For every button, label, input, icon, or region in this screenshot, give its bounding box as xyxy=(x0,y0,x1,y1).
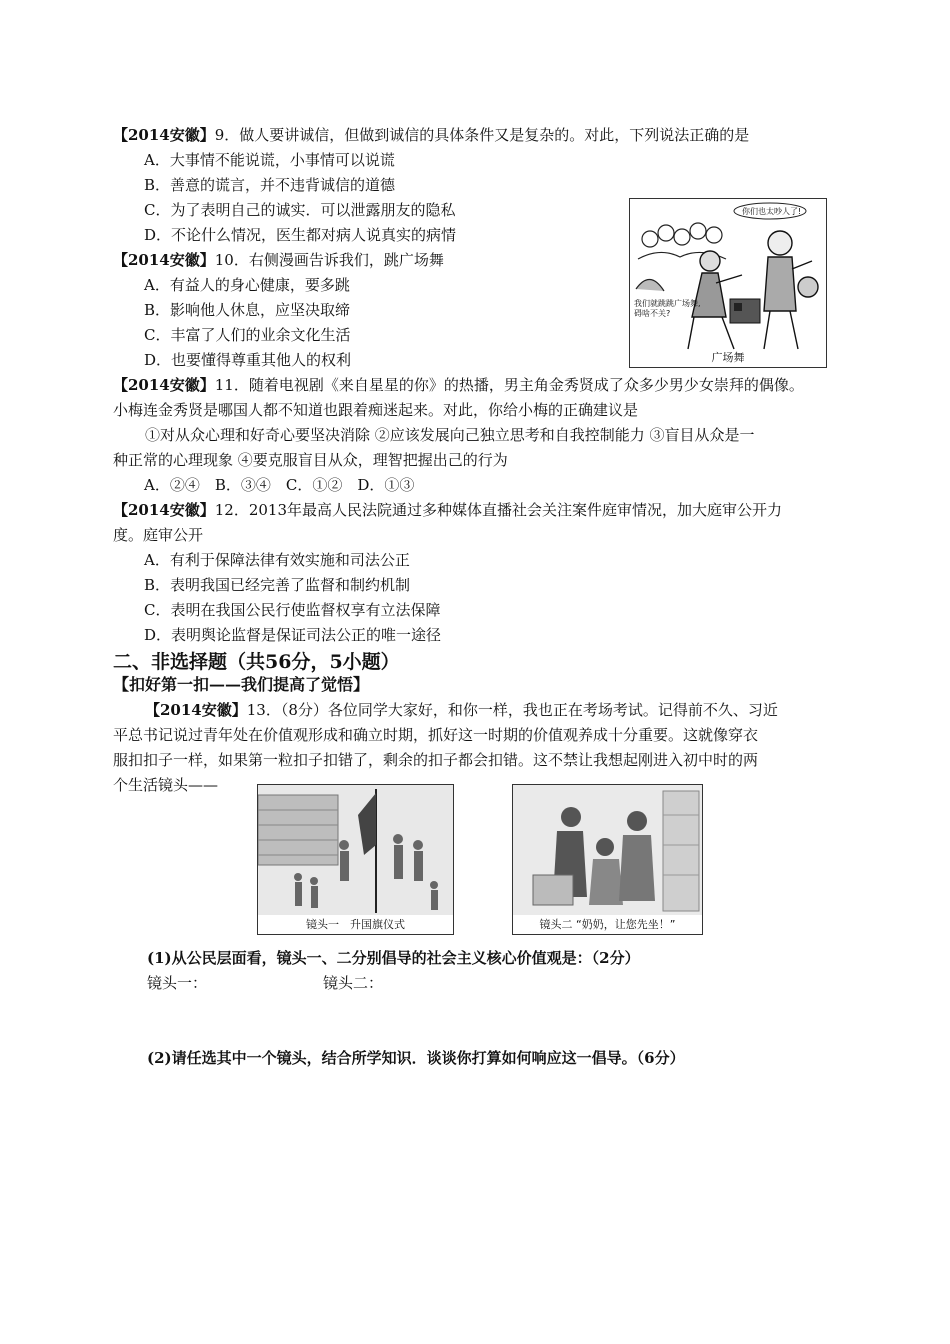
photo-offering-seat xyxy=(512,784,703,935)
q9-option-b: B．善意的谎言，并不违背诚信的道德 xyxy=(144,176,396,194)
cartoon-sign-text: 我们就跳跳广场舞,碍啥不关? xyxy=(634,299,701,318)
q11-options: A．②④ B．③④ C．①② D．①③ xyxy=(144,476,415,494)
q13-line1: 【2014安徽】13．（8分）各位同学大家好，和你一样，我也正在考场考试。记得前不久、习近 xyxy=(145,701,778,719)
q9-option-a: A．大事情不能说谎，小事情可以说谎 xyxy=(144,151,395,169)
q12-stem-line1: 【2014安徽】12．2013年最高人民法院通过多种媒体直播社会关注案件庭审情况，加大庭审公开力 xyxy=(113,501,783,519)
q13-line2: 平总书记说过青年处在价值观形成和确立时期，抓好这一时期的价值观养成十分重要。这就像穿衣 xyxy=(113,726,759,744)
q10-option-c: C．丰富了人们的业余文化生活 xyxy=(144,326,351,344)
cartoon-caption: 广场舞 xyxy=(711,351,745,364)
q12-option-c: C．表明在我国公民行使监督权享有立法保障 xyxy=(144,601,441,619)
q12-option-a: A．有利于保障法律有效实施和司法公正 xyxy=(144,551,410,569)
cartoon-speech-bubble: 你们也太吵人了! xyxy=(742,207,802,216)
offering-seat-illustration xyxy=(513,785,702,934)
q13-part1: (1)从公民层面看，镜头一、二分别倡导的社会主义核心价值观是：（2分） xyxy=(147,949,640,967)
photo-flag-ceremony xyxy=(257,784,454,935)
q10-option-d: D．也要懂得尊重其他人的权利 xyxy=(144,351,352,369)
q13-answer-label-2: 镜头二： xyxy=(323,974,384,992)
q13-answer-label-1: 镜头一： xyxy=(147,974,208,992)
flag-ceremony-illustration xyxy=(258,785,453,934)
q11-stem-line2: 小梅连金秀贤是哪国人都不知道也跟着痴迷起来。对此，你给小梅的正确建议是 xyxy=(113,401,639,419)
q10-stem: 【2014安徽】10．右侧漫画告诉我们，跳广场舞 xyxy=(113,251,444,269)
q12-option-d: D．表明舆论监督是保证司法公正的唯一途径 xyxy=(144,626,442,644)
section-title: 二、非选择题（共56分，5小题） xyxy=(113,651,400,673)
q10-option-b: B．影响他人休息，应坚决取缔 xyxy=(144,301,351,319)
q9-stem: 【2014安徽】9．做人要讲诚信，但做到诚信的具体条件又是复杂的。对此，下列说法正确的是 xyxy=(113,126,750,144)
q11-items-line1: ①对从众心理和好奇心要坚决消除 ②应该发展向己独立思考和自我控制能力 ③盲目从众是一 xyxy=(145,426,755,444)
square-dance-cartoon xyxy=(629,198,827,368)
photo2-caption: 镜头二 “奶奶，让您先坐！” xyxy=(539,918,676,931)
q11-stem-line1: 【2014安徽】11．随着电视剧《来自星星的你》的热播，男主角金秀贤成了众多少男少女崇拜的偶像。 xyxy=(113,376,804,394)
q12-stem-line2: 度。庭审公开 xyxy=(113,526,204,544)
photo1-caption: 镜头一 升国旗仪式 xyxy=(306,918,405,931)
q9-option-c: C．为了表明自己的诚实．可以泄露朋友的隐私 xyxy=(144,201,456,219)
q12-option-b: B．表明我国已经完善了监督和制约机制 xyxy=(144,576,411,594)
cartoon-illustration xyxy=(630,199,826,367)
q13-line4: 个生活镜头—— xyxy=(113,776,219,794)
q13-part2: (2)请任选其中一个镜头，结合所学知识．谈谈你打算如何响应这一倡导。（6分） xyxy=(147,1049,685,1067)
q11-items-line2: 种正常的心理现象 ④要克服盲目从众，理智把握出己的行为 xyxy=(113,451,508,469)
q13-line3: 服扣扣子一样，如果第一粒扣子扣错了，剩余的扣子都会扣错。这不禁让我想起刚进入初中时的两 xyxy=(113,751,759,769)
section-subtitle: 【扣好第一扣——我们提高了觉悟】 xyxy=(113,675,370,694)
q9-option-d: D．不论什么情况，医生都对病人说真实的病情 xyxy=(144,226,457,244)
q10-option-a: A．有益人的身心健康，要多跳 xyxy=(144,276,350,294)
